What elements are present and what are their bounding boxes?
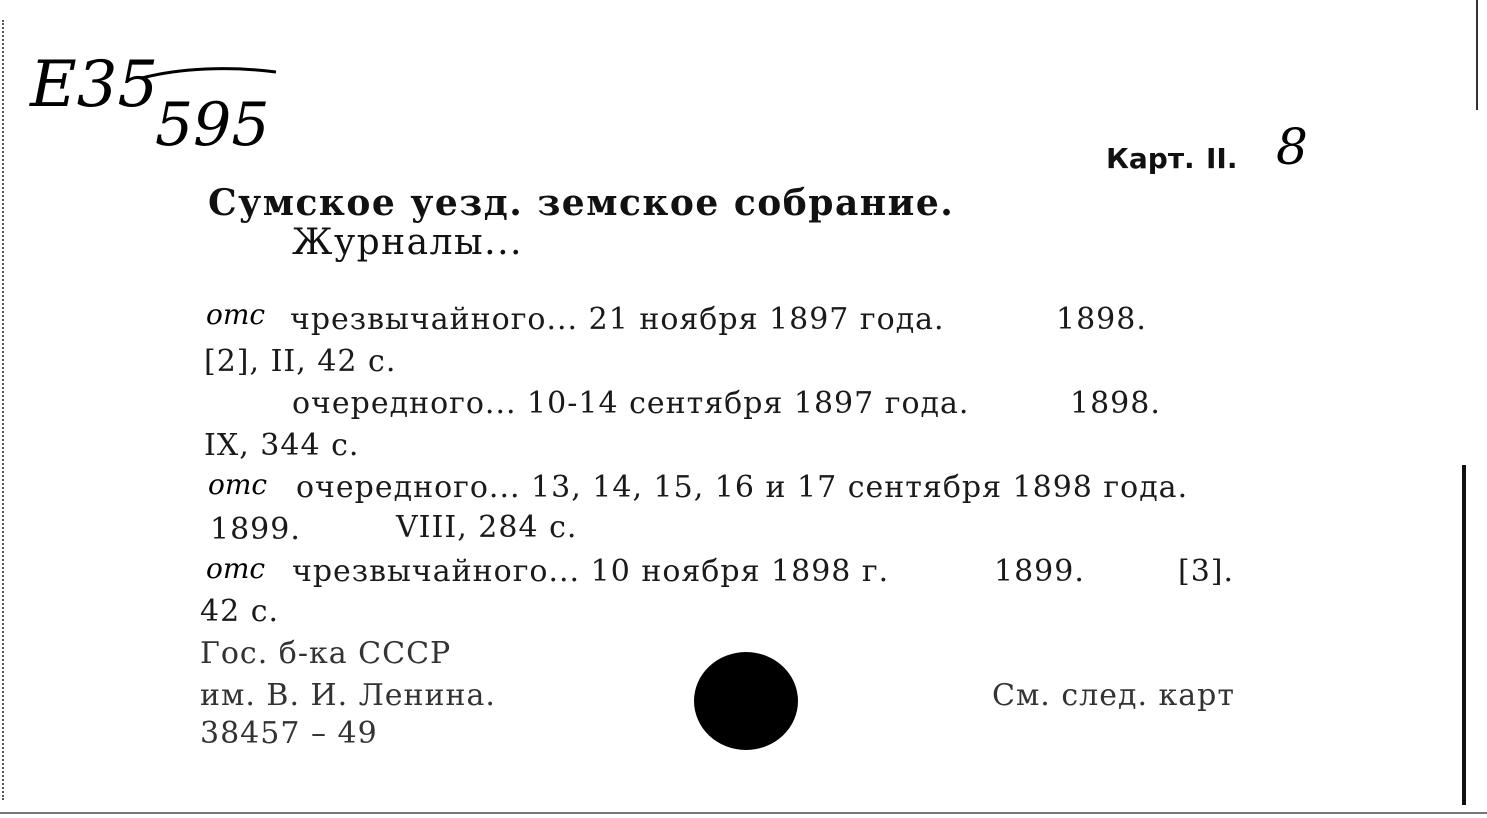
shelf-mark-number: 595 bbox=[155, 90, 270, 160]
entry-extra: [3]. bbox=[1178, 554, 1235, 589]
entry-text: IX, 344 с. bbox=[204, 428, 360, 463]
entry-text: чрезвычайного... 10 ноября 1898 г. bbox=[292, 554, 890, 589]
entry-text: 42 с. bbox=[200, 594, 280, 629]
shelf-mark-code: E35 bbox=[30, 48, 159, 122]
shelf-mark-overline bbox=[140, 60, 280, 90]
punch-hole bbox=[694, 652, 798, 750]
entry-text: очередного... 10-14 сентября 1897 года. bbox=[292, 386, 970, 421]
entry-text: чрезвычайного... 21 ноября 1897 года. bbox=[290, 302, 945, 337]
entry-text: [2], II, 42 с. bbox=[204, 344, 397, 379]
card-heading: Сумское уезд. земское собрание. bbox=[208, 182, 955, 224]
library-stamp-line3: 38457 – 49 bbox=[200, 716, 378, 751]
entry-year: 1898. bbox=[1070, 386, 1161, 421]
bottom-edge-border bbox=[0, 812, 1487, 814]
card-subheading: Журналы... bbox=[292, 222, 523, 263]
card-number-typed: II. bbox=[1206, 142, 1238, 175]
card-number-handwritten: 8 bbox=[1276, 118, 1308, 176]
see-next-card: См. след. карт bbox=[992, 678, 1235, 713]
card-label: Карт. bbox=[1106, 142, 1195, 175]
entry-year: 1898. bbox=[1056, 302, 1147, 337]
library-stamp-line1: Гос. б-ка СССР bbox=[200, 636, 452, 671]
entry-text: очередного... 13, 14, 15, 16 и 17 сентября 1898 года. bbox=[296, 470, 1189, 505]
entry-year: 1899. bbox=[994, 554, 1085, 589]
entry-mark: отс bbox=[208, 468, 268, 501]
right-edge-top-border bbox=[1476, 0, 1478, 110]
entry-mark: отс bbox=[206, 552, 266, 585]
entry-mark: отс bbox=[206, 298, 266, 331]
entry-text: 1899. bbox=[210, 512, 301, 547]
right-edge-border bbox=[1462, 465, 1466, 805]
entry-extra: VIII, 284 с. bbox=[396, 510, 578, 545]
left-edge-border bbox=[2, 20, 6, 800]
library-stamp-line2: им. В. И. Ленина. bbox=[200, 678, 496, 713]
